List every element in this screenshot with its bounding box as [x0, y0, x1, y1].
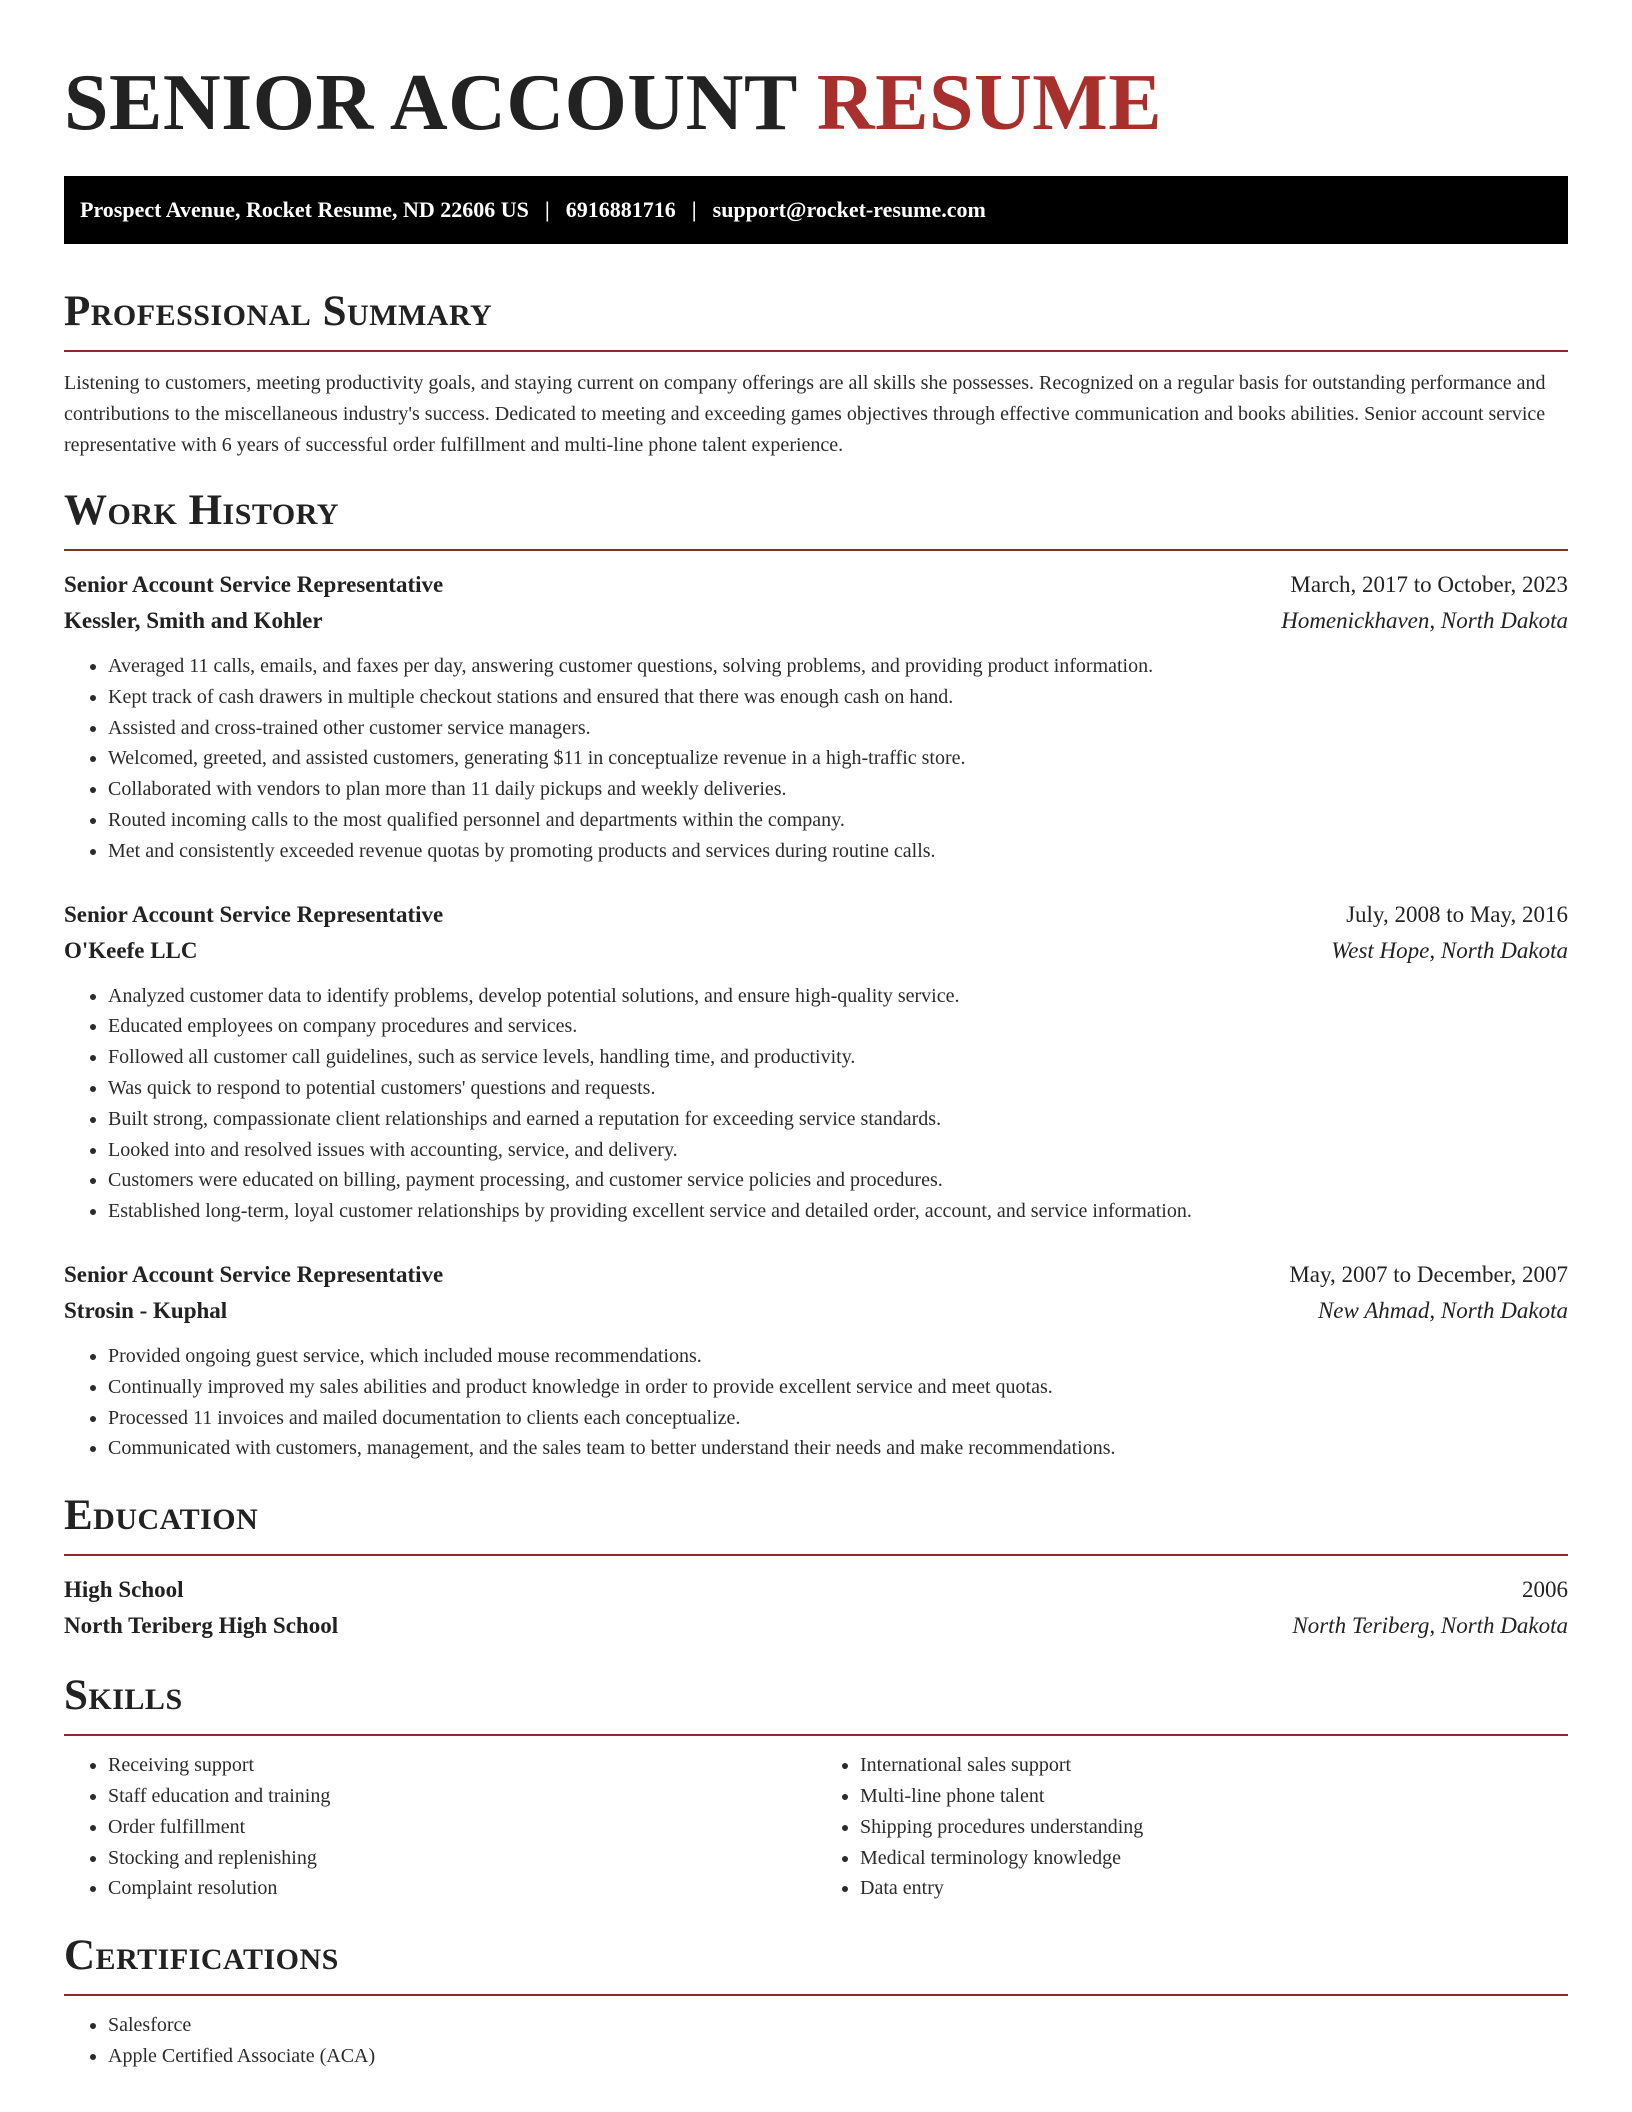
education-location: North Teriberg, North Dakota: [1292, 1613, 1568, 1639]
job-duty: • Followed all customer call guidelines, such as service levels, handling time, and productivity.: [108, 1042, 1568, 1073]
job-duty: • Met and consistently exceeded revenue quotas by promoting products and services during routine calls.: [108, 836, 1568, 867]
job-location: West Hope, North Dakota: [1331, 937, 1568, 963]
contact-address: Prospect Avenue, Rocket Resume, ND 22606 US: [80, 197, 529, 222]
education-year: 2006: [1522, 1577, 1568, 1603]
job-entry: [64, 1257, 1568, 1464]
resume-title: [64, 0, 1568, 148]
skill-item: • Shipping procedures understanding: [860, 1812, 1568, 1843]
job-duty: • Communicated with customers, management, and the sales team to better understand their needs and make recommendations.: [108, 1433, 1568, 1464]
section-divider: [64, 1994, 1568, 1996]
contact-phone: 6916881716: [565, 197, 676, 222]
job-duty: • Built strong, compassionate client relationships and earned a reputation for exceeding service standards.: [108, 1104, 1568, 1135]
skill-item: • Medical terminology knowledge: [860, 1843, 1568, 1874]
section-divider: [64, 549, 1568, 551]
job-duty: • Analyzed customer data to identify problems, develop potential solutions, and ensure high-quality service.: [108, 981, 1568, 1012]
skill-item: • Staff education and training: [108, 1781, 816, 1812]
job-company: O'Keefe LLC: [64, 937, 198, 963]
section-divider: [64, 1734, 1568, 1736]
job-duty: • Collaborated with vendors to plan more than 11 daily pickups and weekly deliveries.: [108, 774, 1568, 805]
job-duty: • Kept track of cash drawers in multiple checkout stations and ensured that there was enough cash on hand.: [108, 682, 1568, 713]
skills-section: [64, 1672, 1568, 1904]
job-duties-list: [64, 1341, 1568, 1464]
job-duty: • Averaged 11 calls, emails, and faxes per day, answering customer questions, solving problems, and providing product information.: [108, 651, 1568, 682]
skills-list-left: [64, 1750, 816, 1904]
job-location: Homenickhaven, North Dakota: [1281, 608, 1568, 633]
skill-item: • Complaint resolution: [108, 1873, 816, 1904]
certifications-list: [64, 2010, 1568, 2072]
education-section: [64, 1492, 1568, 1644]
job-duty: • Was quick to respond to potential customers' questions and requests.: [108, 1073, 1568, 1104]
skill-item: • International sales support: [860, 1750, 1568, 1781]
job-duty: • Provided ongoing guest service, which included mouse recommendations.: [108, 1341, 1568, 1372]
certifications-section: [64, 1932, 1568, 2072]
job-company: Kessler, Smith and Kohler: [64, 608, 323, 633]
section-title-education: Education: [64, 1492, 259, 1540]
summary-text: Listening to customers, meeting productivity goals, and staying current on company offerings are all skills she possesses. Recognized on a regular basis for outstanding performance and contributions to the miscellaneous industry's success. Dedicated to meeting and exceeding games objectives through effective communication and books abilities. Senior account service representative with 6 years of successful order fulfillment and multi-line phone talent experience.: [64, 372, 1546, 456]
skill-item: • Receiving support: [108, 1750, 816, 1781]
job-duties-list: [64, 651, 1568, 867]
resume-title-main: SENIOR ACCOUNT: [64, 59, 797, 147]
section-title-certifications: Certifications: [64, 1932, 339, 1980]
job-dates: March, 2017 to October, 2023: [1290, 572, 1568, 597]
job-position: Senior Account Service Representative: [64, 1261, 444, 1287]
job-duties-list: [64, 981, 1568, 1227]
job-entry: [64, 567, 1568, 867]
job-duty: • Educated employees on company procedures and services.: [108, 1011, 1568, 1042]
skill-item: • Data entry: [860, 1873, 1568, 1904]
skills-list-right: [816, 1750, 1568, 1904]
contact-bar: [64, 176, 1568, 244]
contact-separator: |: [691, 197, 697, 222]
job-duty: • Assisted and cross-trained other customer service managers.: [108, 713, 1568, 744]
job-dates: July, 2008 to May, 2016: [1346, 901, 1568, 927]
contact-separator: |: [544, 197, 550, 222]
resume-title-accent: RESUME: [816, 59, 1163, 147]
certification-item: • Salesforce: [108, 2010, 1568, 2041]
summary-section: [64, 288, 1568, 461]
contact-email: support@rocket-resume.com: [712, 197, 986, 222]
job-company: Strosin - Kuphal: [64, 1297, 228, 1323]
section-title-summary: Professional Summary: [64, 288, 493, 335]
education-school: North Teriberg High School: [64, 1613, 339, 1639]
job-duty: • Established long-term, loyal customer relationships by providing excellent service and detailed order, account, and service information.: [108, 1196, 1568, 1227]
job-duty: • Routed incoming calls to the most qualified personnel and departments within the company.: [108, 805, 1568, 836]
section-divider: [64, 1554, 1568, 1556]
job-location: New Ahmad, North Dakota: [1317, 1297, 1568, 1323]
job-position: Senior Account Service Representative: [64, 572, 444, 597]
section-title-skills: Skills: [64, 1672, 183, 1720]
job-duty: • Welcomed, greeted, and assisted customers, generating $11 in conceptualize revenue in a high-traffic store.: [108, 743, 1568, 774]
job-duty: • Continually improved my sales abilities and product knowledge in order to provide excellent service and meet quotas.: [108, 1372, 1568, 1403]
skills-grid: [64, 1750, 1568, 1904]
job-position: Senior Account Service Representative: [64, 901, 444, 927]
education-entry: [64, 1572, 1568, 1644]
section-divider: [64, 350, 1568, 352]
certification-item: • Apple Certified Associate (ACA): [108, 2041, 1568, 2072]
skill-item: • Multi-line phone talent: [860, 1781, 1568, 1812]
section-title-work-history: Work History: [64, 487, 339, 534]
job-entry: [64, 897, 1568, 1227]
job-duty: • Looked into and resolved issues with accounting, service, and delivery.: [108, 1135, 1568, 1166]
job-duty: • Processed 11 invoices and mailed documentation to clients each conceptualize.: [108, 1403, 1568, 1434]
work-history-section: [64, 487, 1568, 1464]
skill-item: • Stocking and replenishing: [108, 1843, 816, 1874]
skill-item: • Order fulfillment: [108, 1812, 816, 1843]
job-dates: May, 2007 to December, 2007: [1289, 1261, 1568, 1287]
education-degree: High School: [64, 1577, 184, 1603]
job-duty: • Customers were educated on billing, payment processing, and customer service policies and procedures.: [108, 1165, 1568, 1196]
